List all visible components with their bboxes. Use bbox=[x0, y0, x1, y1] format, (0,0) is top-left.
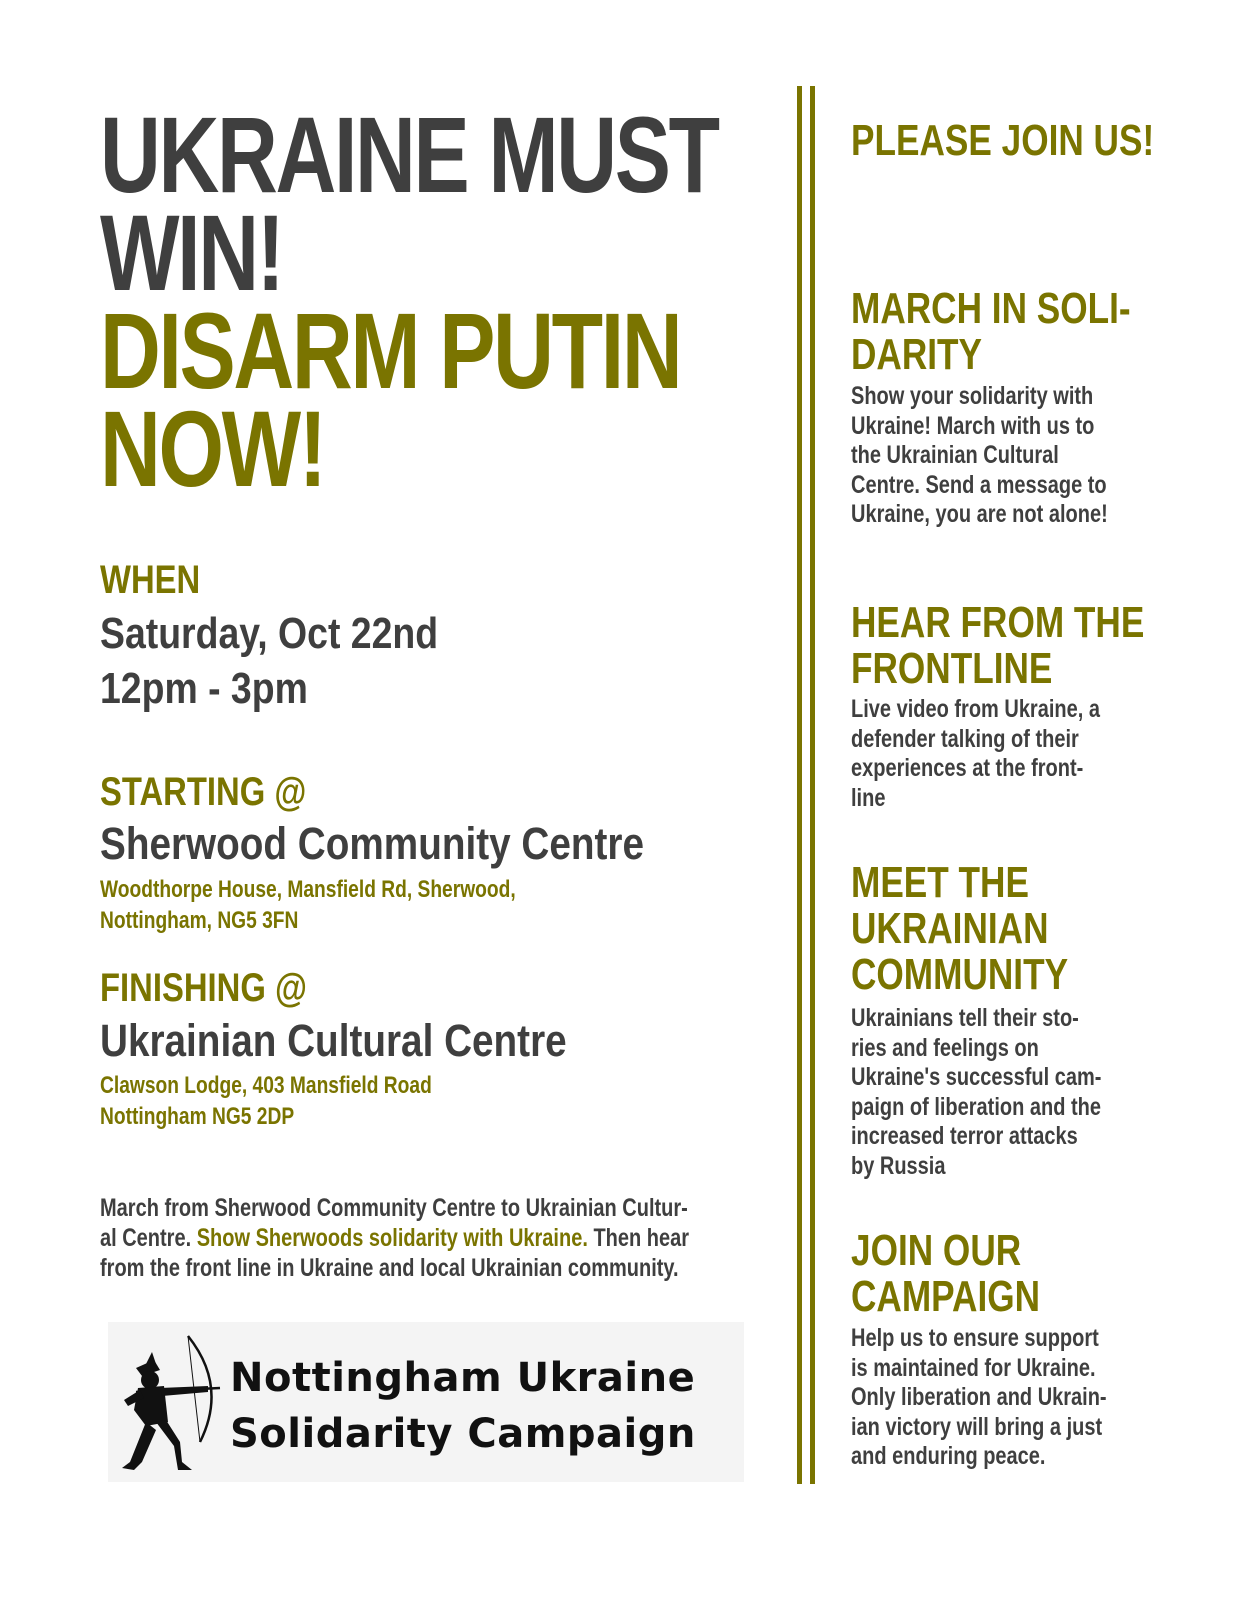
summary-highlight: Show Sherwoods solidarity with Ukraine. bbox=[196, 1224, 588, 1252]
summary-line-1: March from Sherwood Community Centre to Ukrainian Cultur- bbox=[100, 1194, 688, 1222]
meet-heading-line-3: COMMUNITY bbox=[851, 950, 1069, 999]
campaign-body bbox=[851, 1324, 1107, 1472]
starting-label: STARTING @ bbox=[100, 770, 307, 814]
campaign-heading-line-2: CAMPAIGN bbox=[851, 1272, 1041, 1321]
meet-heading-line-1: MEET THE bbox=[851, 858, 1029, 907]
campaign-body-line: Help us to ensure support bbox=[851, 1324, 1099, 1352]
meet-body-line: increased terror attacks bbox=[851, 1122, 1078, 1150]
march-body-line: the Ukrainian Cultural bbox=[851, 441, 1059, 469]
hear-heading-line-2: FRONTLINE bbox=[851, 644, 1053, 693]
finishing-label: FINISHING @ bbox=[100, 966, 307, 1010]
hear-heading-line-1: HEAR FROM THE bbox=[851, 598, 1145, 647]
logo-text bbox=[230, 1350, 696, 1462]
march-body-line: Show your solidarity with bbox=[851, 382, 1094, 410]
meet-body-line: paign of liberation and the bbox=[851, 1092, 1101, 1121]
headline-line-4: NOW! bbox=[100, 388, 325, 509]
summary-line-2-end: Then hear bbox=[587, 1224, 690, 1252]
hear-body-line: experiences at the front- bbox=[851, 754, 1084, 782]
archer-icon bbox=[116, 1330, 226, 1476]
campaign-body-line: is maintained for Ukraine. bbox=[851, 1353, 1096, 1382]
campaign-logo bbox=[108, 1322, 744, 1482]
meet-heading-line-2: UKRAINIAN bbox=[851, 904, 1049, 953]
meet-body-line: ries and feelings on bbox=[851, 1033, 1039, 1062]
logo-line-2: Solidarity Campaign bbox=[230, 1411, 696, 1457]
march-body-line: Ukraine! March with us to bbox=[851, 411, 1095, 440]
campaign-heading-line-1: JOIN OUR bbox=[851, 1226, 1022, 1275]
headline bbox=[100, 94, 718, 509]
summary-paragraph bbox=[100, 1193, 689, 1283]
campaign-body-line: ian victory will bring a just bbox=[851, 1412, 1103, 1441]
meet-body-line: by Russia bbox=[851, 1151, 946, 1180]
finishing-address-line-1: Clawson Lodge, 403 Mansfield Road bbox=[100, 1072, 432, 1099]
hear-body bbox=[851, 695, 1100, 813]
hear-heading bbox=[851, 600, 1144, 692]
hear-body-line: line bbox=[851, 783, 886, 812]
hear-body-line: Live video from Ukraine, a bbox=[851, 695, 1100, 723]
summary-line-2 bbox=[100, 1223, 689, 1253]
headline-line-3: DISARM PUTIN bbox=[100, 290, 681, 411]
meet-heading bbox=[851, 860, 1068, 998]
march-body-line: Centre. Send a message to bbox=[851, 470, 1107, 499]
hear-body-line: defender talking of their bbox=[851, 724, 1079, 753]
campaign-heading bbox=[851, 1228, 1040, 1320]
starting-address-line-2: Nottingham, NG5 3FN bbox=[100, 907, 299, 934]
join-heading-text: PLEASE JOIN US! bbox=[851, 116, 1155, 165]
campaign-body-line: and enduring peace. bbox=[851, 1442, 1046, 1470]
march-heading bbox=[851, 286, 1131, 378]
finishing-venue: Ukrainian Cultural Centre bbox=[100, 1015, 567, 1066]
headline-line-2: WIN! bbox=[100, 192, 283, 313]
finishing-address-line-2: Nottingham NG5 2DP bbox=[100, 1103, 295, 1130]
join-heading bbox=[851, 118, 1154, 164]
march-heading-line-1: MARCH IN SOLI- bbox=[851, 284, 1131, 333]
march-body bbox=[851, 382, 1108, 530]
meet-body-line: Ukrainians tell their sto- bbox=[851, 1004, 1079, 1032]
event-date: Saturday, Oct 22nd bbox=[100, 609, 439, 658]
event-time: 12pm - 3pm bbox=[100, 664, 308, 713]
meet-body-line: Ukraine's successful cam- bbox=[851, 1063, 1102, 1091]
march-heading-line-2: DARITY bbox=[851, 330, 983, 379]
column-divider bbox=[797, 86, 815, 1484]
starting-address-line-1: Woodthorpe House, Mansfield Rd, Sherwood, bbox=[100, 876, 516, 903]
summary-line-2-start: al Centre. bbox=[100, 1224, 197, 1252]
starting-venue: Sherwood Community Centre bbox=[100, 818, 645, 869]
march-body-line: Ukraine, you are not alone! bbox=[851, 500, 1108, 528]
campaign-body-line: Only liberation and Ukrain- bbox=[851, 1383, 1107, 1411]
headline-line-1: UKRAINE MUST bbox=[100, 94, 718, 215]
meet-body bbox=[851, 1004, 1101, 1181]
summary-line-3: from the front line in Ukraine and local Ukrainian community. bbox=[100, 1254, 679, 1282]
logo-line-1: Nottingham Ukraine bbox=[230, 1355, 696, 1401]
when-label: WHEN bbox=[100, 558, 201, 602]
